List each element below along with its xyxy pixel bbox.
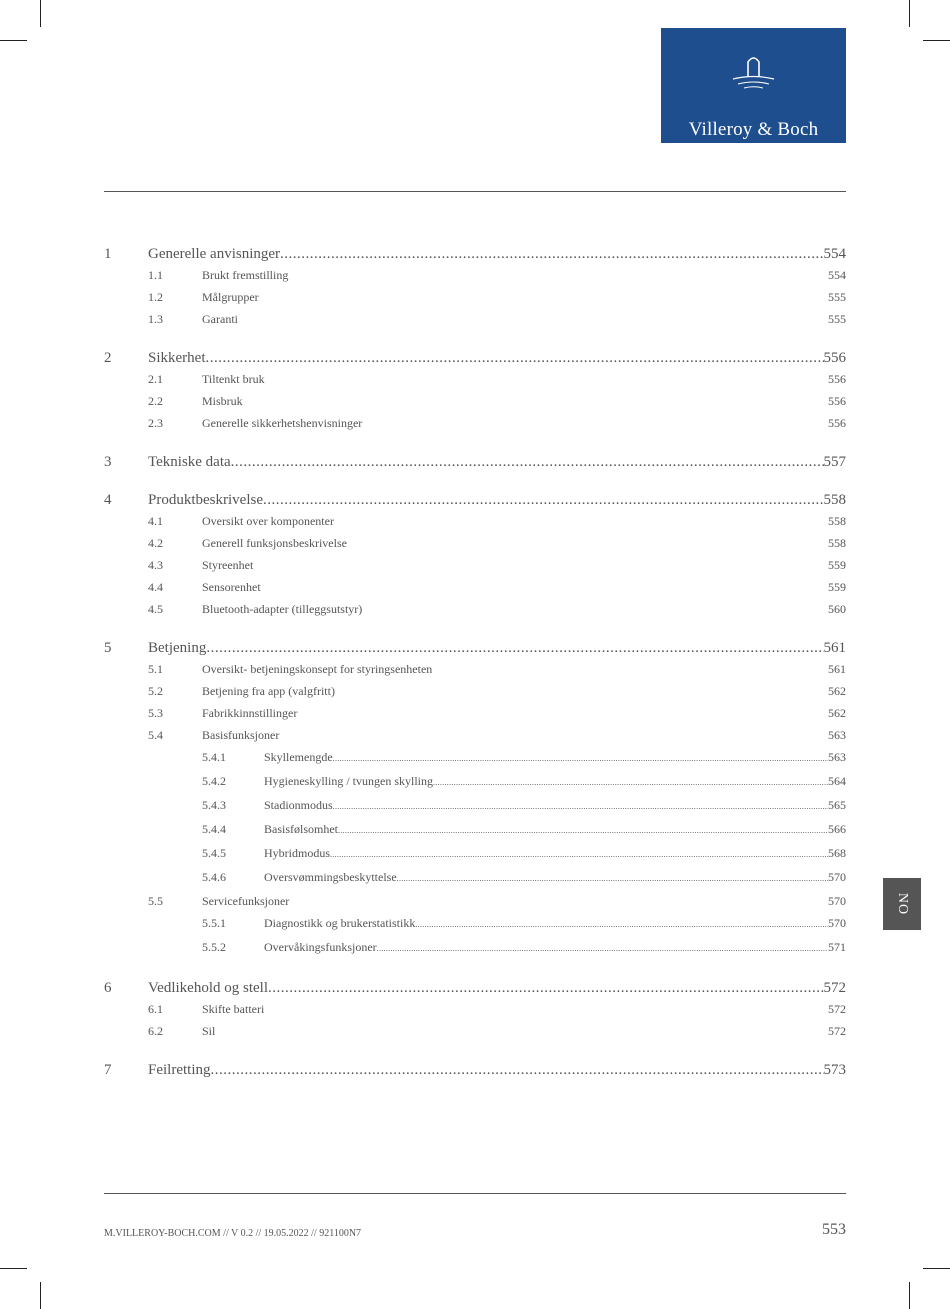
toc-page-number: 556 <box>828 394 846 408</box>
toc-title: Stadionmodus <box>264 798 333 812</box>
toc-page-number: 556 <box>823 350 846 366</box>
toc-title: Basisfølsomhet <box>264 822 338 836</box>
toc-number: 5.3 <box>148 706 163 720</box>
toc-title: Oversvømmingsbeskyttelse <box>264 870 397 884</box>
toc-page-number: 564 <box>828 774 846 788</box>
toc-title: Målgrupper <box>202 290 259 304</box>
toc-page-number: 563 <box>828 728 846 742</box>
toc-title: Styreenhet <box>202 558 254 572</box>
toc-title: Diagnostikk og brukerstatistikk <box>264 916 416 930</box>
toc-number: 2.1 <box>148 372 163 386</box>
toc-title: Generelle anvisninger <box>148 246 281 262</box>
toc-page-number: 555 <box>828 312 846 326</box>
toc-number: 5.4.1 <box>202 750 226 764</box>
toc-section[interactable] <box>104 728 846 743</box>
language-tab-label: NO <box>895 892 910 916</box>
toc-title: Servicefunksjoner <box>202 894 290 908</box>
toc-number: 1.1 <box>148 268 163 282</box>
brand-arch-icon <box>661 28 846 118</box>
toc-title: Hybridmodus <box>264 846 330 860</box>
toc-number: 5.5.2 <box>202 940 226 954</box>
toc-page-number: 563 <box>828 750 846 764</box>
crop-mark <box>0 1268 27 1269</box>
toc-page-number: 572 <box>823 980 846 996</box>
toc-subsection[interactable] <box>104 940 846 955</box>
toc-subsection[interactable] <box>104 774 846 789</box>
toc-subsection[interactable] <box>104 750 846 765</box>
brand-year: 1748 <box>740 148 767 157</box>
toc-section[interactable] <box>104 662 846 677</box>
toc-page-number: 562 <box>828 706 846 720</box>
toc-page-number: 554 <box>823 246 846 262</box>
toc-chapter[interactable] <box>104 1062 846 1079</box>
toc-page-number: 571 <box>828 940 846 954</box>
toc-leader <box>333 802 828 811</box>
toc-chapter[interactable] <box>104 640 846 657</box>
toc-page-number: 572 <box>828 1002 846 1016</box>
toc-title: Sil <box>202 1024 216 1038</box>
toc-subsection[interactable] <box>104 846 846 861</box>
crop-mark <box>923 1268 950 1269</box>
toc-page-number: 557 <box>823 454 846 470</box>
toc-title: Feilretting <box>148 1062 211 1078</box>
toc-section[interactable] <box>104 290 846 305</box>
toc-title: Overvåkingsfunksjoner <box>264 940 377 954</box>
toc-leader <box>377 944 828 953</box>
toc-page-number: 558 <box>823 492 846 508</box>
toc-chapter[interactable] <box>104 350 846 367</box>
toc-subsection[interactable] <box>104 916 846 931</box>
toc-number: 5.4.5 <box>202 846 226 860</box>
toc-title: Oversikt- betjeningskonsept for styringsenheten <box>202 662 433 676</box>
toc-title: Vedlikehold og stell <box>148 980 268 996</box>
toc-number: 2.2 <box>148 394 163 408</box>
toc-chapter[interactable] <box>104 492 846 509</box>
toc-number: 4.1 <box>148 514 163 528</box>
crop-mark <box>909 1282 910 1309</box>
toc-leader <box>280 246 823 263</box>
brand-name: Villeroy & Boch <box>688 119 819 140</box>
toc-title: Sikkerhet <box>148 350 206 366</box>
toc-number: 4.2 <box>148 536 163 550</box>
toc-page-number: 559 <box>828 558 846 572</box>
crop-mark <box>40 0 41 27</box>
crop-mark <box>0 40 27 41</box>
toc-page-number: 568 <box>828 846 846 860</box>
toc-number: 5.1 <box>148 662 163 676</box>
toc-title: Skyllemengde <box>264 750 333 764</box>
toc-number: 2 <box>104 350 112 366</box>
toc-title: Basisfunksjoner <box>202 728 280 742</box>
toc-number: 3 <box>104 454 112 470</box>
toc-title: Fabrikkinnstillinger <box>202 706 298 720</box>
toc-section[interactable] <box>104 580 846 595</box>
toc-number: 4.3 <box>148 558 163 572</box>
toc-page-number: 555 <box>828 290 846 304</box>
toc-chapter[interactable] <box>104 246 846 263</box>
toc-page-number: 570 <box>828 916 846 930</box>
toc-chapter[interactable] <box>104 454 846 471</box>
toc-number: 1.3 <box>148 312 163 326</box>
toc-title: Bluetooth-adapter (tilleggsutstyr) <box>202 602 363 616</box>
toc-section[interactable] <box>104 372 846 387</box>
toc-number: 5.4.2 <box>202 774 226 788</box>
toc-number: 5.2 <box>148 684 163 698</box>
toc-page-number: 558 <box>828 536 846 550</box>
toc-section[interactable] <box>104 602 846 617</box>
toc-title: Skifte batteri <box>202 1002 265 1016</box>
toc-leader <box>263 492 824 509</box>
toc-number: 4 <box>104 492 112 508</box>
toc-leader <box>211 1062 824 1079</box>
toc-section[interactable] <box>104 706 846 721</box>
toc-number: 5.5.1 <box>202 916 226 930</box>
toc-page-number: 573 <box>823 1062 846 1078</box>
toc-number: 6 <box>104 980 112 996</box>
toc-section[interactable] <box>104 416 846 431</box>
brand-logo <box>661 28 846 157</box>
toc-number: 4.4 <box>148 580 163 594</box>
toc-title: Tekniske data <box>148 454 231 470</box>
toc-title: Produktbeskrivelse <box>148 492 263 508</box>
toc-number: 5.4 <box>148 728 163 742</box>
toc-page-number: 556 <box>828 416 846 430</box>
toc-number: 2.3 <box>148 416 163 430</box>
crop-mark <box>40 1282 41 1309</box>
toc-leader <box>330 850 828 859</box>
toc-section[interactable] <box>104 536 846 551</box>
toc-page-number: 561 <box>828 662 846 676</box>
toc-number: 5.4.6 <box>202 870 226 884</box>
toc-page-number: 570 <box>828 894 846 908</box>
toc-number: 6.1 <box>148 1002 163 1016</box>
toc-section[interactable] <box>104 312 846 327</box>
toc-title: Hygieneskylling / tvungen skylling <box>264 774 433 788</box>
toc-number: 4.5 <box>148 602 163 616</box>
toc-leader <box>397 874 828 883</box>
toc-section[interactable] <box>104 514 846 529</box>
toc-title: Generelle sikkerhetshenvisninger <box>202 416 363 430</box>
toc-leader <box>206 350 824 367</box>
toc-section[interactable] <box>104 894 846 909</box>
toc-leader <box>268 980 824 997</box>
toc-page-number: 560 <box>828 602 846 616</box>
toc-page-number: 572 <box>828 1024 846 1038</box>
toc-section[interactable] <box>104 1002 846 1017</box>
toc-page-number: 561 <box>823 640 846 656</box>
toc-number: 1 <box>104 246 112 262</box>
crop-mark <box>923 40 950 41</box>
toc-number: 5.4.3 <box>202 798 226 812</box>
toc-title: Brukt fremstilling <box>202 268 289 282</box>
toc-number: 6.2 <box>148 1024 163 1038</box>
toc-section[interactable] <box>104 394 846 409</box>
toc-page-number: 562 <box>828 684 846 698</box>
toc-subsection[interactable] <box>104 822 846 837</box>
toc-chapter[interactable] <box>104 980 846 997</box>
toc-leader <box>338 826 828 835</box>
toc-number: 5.5 <box>148 894 163 908</box>
crop-mark <box>909 0 910 27</box>
toc-page-number: 559 <box>828 580 846 594</box>
toc-title: Tiltenkt bruk <box>202 372 265 386</box>
toc-page-number: 565 <box>828 798 846 812</box>
toc-section[interactable] <box>104 1024 846 1039</box>
toc-number: 5.4.4 <box>202 822 226 836</box>
toc-number: 5 <box>104 640 112 656</box>
toc-title: Sensorenhet <box>202 580 261 594</box>
bottom-divider <box>104 1193 846 1194</box>
toc-section[interactable] <box>104 268 846 283</box>
toc-leader <box>333 754 828 763</box>
toc-leader <box>415 920 828 929</box>
toc-title: Generell funksjonsbeskrivelse <box>202 536 347 550</box>
toc-page-number: 558 <box>828 514 846 528</box>
toc-title: Betjening fra app (valgfritt) <box>202 684 335 698</box>
toc-title: Misbruk <box>202 394 243 408</box>
toc-page-number: 570 <box>828 870 846 884</box>
footer-page-number: 553 <box>822 1221 846 1238</box>
toc-page-number: 554 <box>828 268 846 282</box>
top-divider <box>104 191 846 192</box>
toc-title: Oversikt over komponenter <box>202 514 334 528</box>
toc-number: 7 <box>104 1062 112 1078</box>
toc-subsection[interactable] <box>104 798 846 813</box>
toc-subsection[interactable] <box>104 870 846 885</box>
footer-info: M.VILLEROY-BOCH.COM // V 0.2 // 19.05.2022 // 921100N7 <box>104 1228 362 1239</box>
toc-title: Garanti <box>202 312 238 326</box>
toc-section[interactable] <box>104 558 846 573</box>
toc-leader <box>433 778 828 787</box>
toc-title: Betjening <box>148 640 207 656</box>
toc-section[interactable] <box>104 684 846 699</box>
toc-number: 1.2 <box>148 290 163 304</box>
toc-page-number: 566 <box>828 822 846 836</box>
toc-leader <box>206 640 823 657</box>
toc-leader <box>231 454 824 471</box>
toc-page-number: 556 <box>828 372 846 386</box>
language-tab <box>883 878 921 930</box>
